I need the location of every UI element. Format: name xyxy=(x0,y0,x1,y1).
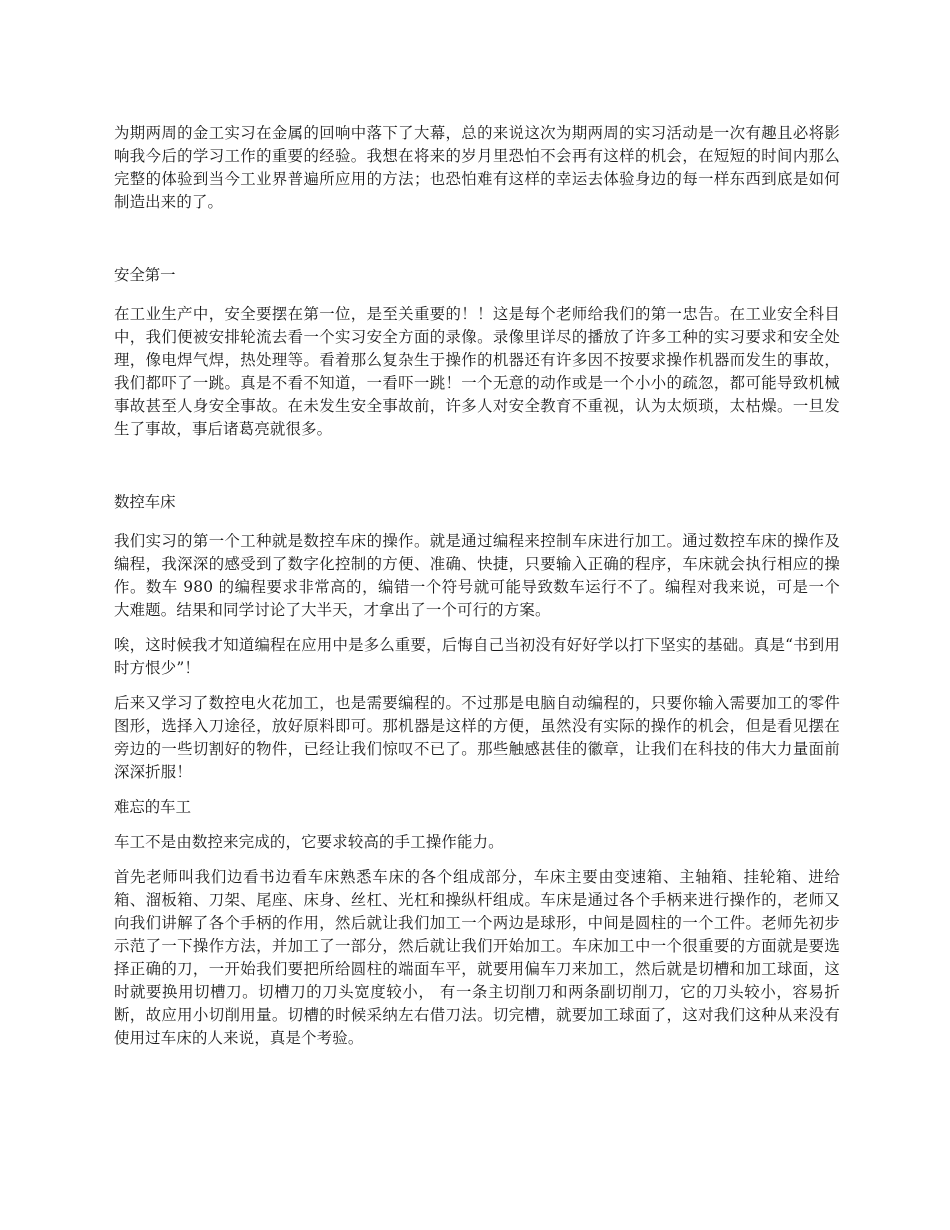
lathe-paragraph-1: 车工不是由数控来完成的，它要求较高的手工操作能力。 xyxy=(114,833,504,851)
section-heading-safety: 安全第一 xyxy=(114,266,176,284)
cnc-paragraph-1: 我们实习的第一个工种就是数控车床的操作。就是通过编程来控制车床进行加工。通过数控车床的操作及编程，我深深的感受到了数字化控制的方便、准确、快捷，只要输入正确的程序，车床就会执行相应的操作。数车 980 的编程要求非常高的，编错一个符号就可能导致数车运行不了。编程对我来说，可是一个大难题。结果和同学讨论了大半天，才拿出了一个可行的方案。 xyxy=(114,532,840,619)
cnc-paragraph-2: 唉，这时候我才知道编程在应用中是多么重要，后悔自己当初没有好好学以打下坚实的基础。真是“书到用时方恨少”！ xyxy=(114,636,840,677)
spacer xyxy=(114,819,840,831)
section-heading-lathe: 难忘的车工 xyxy=(114,798,191,816)
spacer xyxy=(114,680,840,692)
spacer xyxy=(114,214,840,264)
spacer xyxy=(114,287,840,303)
spacer xyxy=(114,441,840,491)
section-heading-cnc: 数控车床 xyxy=(114,493,176,511)
spacer xyxy=(114,784,840,796)
safety-paragraph: 在工业生产中，安全要摆在第一位，是至关重要的！！这是每个老师给我们的第一忠告。在工业安全科目中，我们便被安排轮流去看一个实习安全方面的录像。录像里详尽的播放了许多工种的实习要求和安全处理，像电焊气焊，热处理等。看着那么复杂生于操作的机器还有许多因不按要求操作机器而发生的事故，我们都吓了一跳。真是不看不知道，一看吓一跳！一个无意的动作或是一个小小的疏忽，都可能导致机械事故甚至人身安全事故。在未发生安全事故前，许多人对安全教育不重视，认为太烦琐，太枯燥。一旦发生了事故，事后诸葛亮就很多。 xyxy=(114,305,840,438)
spacer xyxy=(114,622,840,634)
document-body xyxy=(114,122,840,1050)
spacer xyxy=(114,514,840,530)
cnc-paragraph-3: 后来又学习了数控电火花加工，也是需要编程的。不过那是电脑自动编程的，只要你输入需要加工的零件图形，选择入刀途径，放好原料即可。那机器是这样的方便，虽然没有实际的操作的机会，但是看见摆在旁边的一些切割好的物件，已经让我们惊叹不已了。那些触感甚佳的徽章，让我们在科技的伟大力量面前深深折服！ xyxy=(114,694,840,781)
spacer xyxy=(114,854,840,866)
lathe-paragraph-2: 首先老师叫我们边看书边看车床熟悉车床的各个组成部分，车床主要由变速箱、主轴箱、挂轮箱、进给箱、溜板箱、刀架、尾座、床身、丝杠、光杠和操纵杆组成。车床是通过各个手柄来进行操作的，老师又向我们讲解了各个手柄的作用，然后就让我们加工一个两边是球形，中间是圆柱的一个工件。老师先初步示范了一下操作方法，并加工了一部分，然后就让我们开始加工。车床加工中一个很重要的方面就是要选择正确的刀，一开始我们要把所给圆柱的端面车平，就要用偏车刀来加工，然后就是切槽和加工球面，这时就要换用切槽刀。切槽刀的刀头宽度较小， 有一条主切削刀和两条副切削刀，它的刀头较小，容易折断，故应用小切削用量。切槽的时候采纳左右借刀法。切完槽，就要加工球面了，这对我们这种从来没有使用过车床的人来说，真是个考验。 xyxy=(114,868,840,1047)
intro-paragraph: 为期两周的金工实习在金属的回响中落下了大幕，总的来说这次为期两周的实习活动是一次有趣且必将影响我今后的学习工作的重要的经验。我想在将来的岁月里恐怕不会再有这样的机会，在短短的时间内那么完整的体验到当今工业界普遍所应用的方法；也恐怕难有这样的幸运去体验身边的每一样东西到底是如何制造出来的了。 xyxy=(114,124,840,211)
